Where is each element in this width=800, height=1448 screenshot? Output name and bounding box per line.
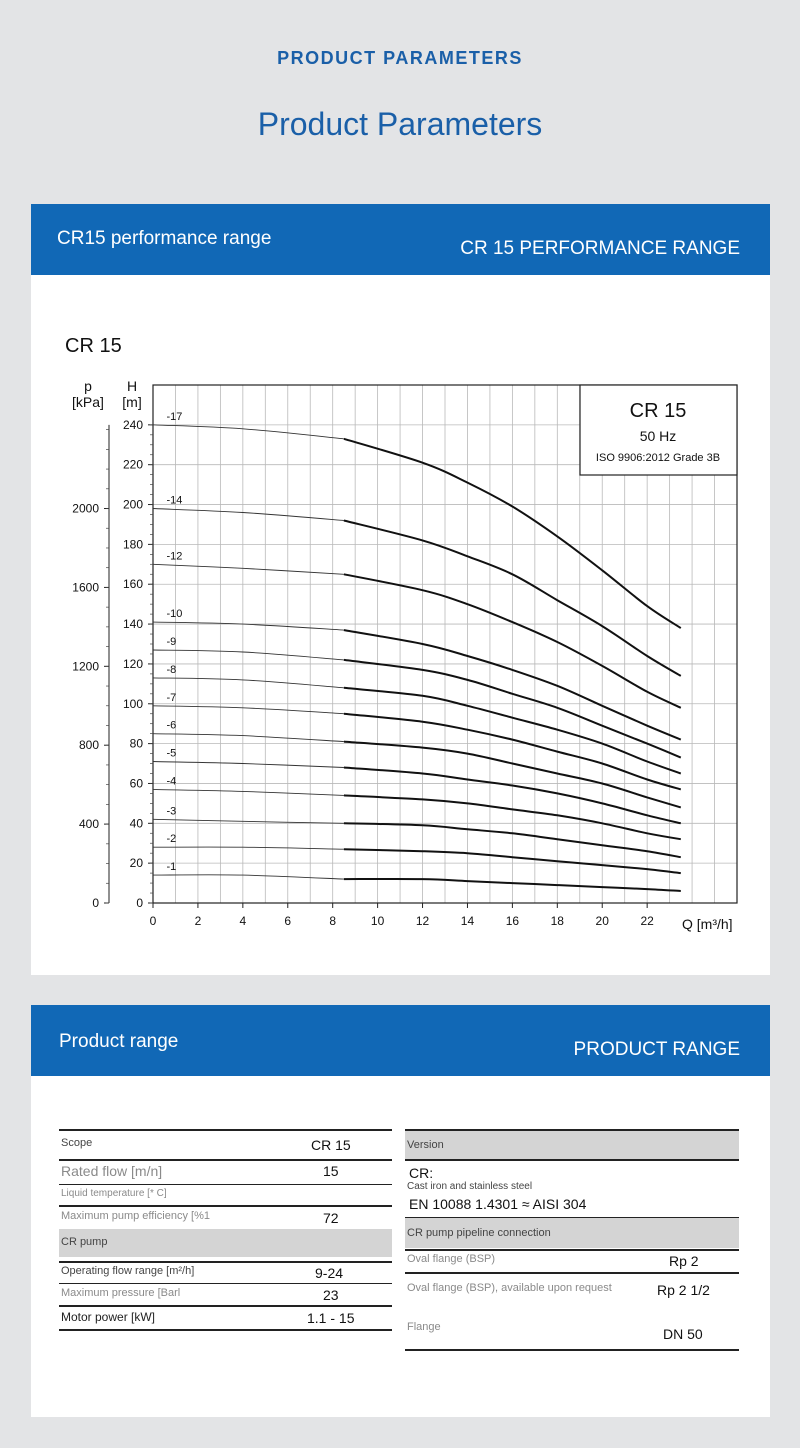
rated-flow-value: 15 xyxy=(323,1163,339,1179)
section-eyebrow: PRODUCT PARAMETERS xyxy=(277,48,523,68)
series-label: -17 xyxy=(166,410,183,423)
chart-legend-box xyxy=(580,385,737,475)
x-tick-label: 0 xyxy=(149,914,157,928)
x-tick-label: 12 xyxy=(415,914,430,928)
p-tick-label: 2000 xyxy=(72,501,99,516)
x-tick-label: 8 xyxy=(329,914,337,928)
motor-power-label: Motor power [kW] xyxy=(61,1310,156,1324)
page-header xyxy=(0,0,800,200)
max-efficiency-value: 72 xyxy=(323,1210,339,1226)
performance-band-subtitle: CR 15 PERFORMANCE RANGE xyxy=(460,238,740,259)
series-line-low-flow xyxy=(153,564,344,574)
series-label: -9 xyxy=(166,635,177,648)
version-label: Version xyxy=(407,1139,444,1151)
series-line-low-flow xyxy=(153,734,344,742)
series-label: -8 xyxy=(166,663,177,676)
series-line-low-flow xyxy=(153,425,344,439)
x-tick-label: 20 xyxy=(595,914,609,928)
scope-value: CR 15 xyxy=(311,1137,351,1153)
chart-title: CR 15 xyxy=(65,335,122,357)
p-tick-label: 1200 xyxy=(72,659,99,674)
product-range-panel xyxy=(31,1005,770,1417)
h-tick-label: 240 xyxy=(122,417,143,432)
performance-panel xyxy=(31,204,770,975)
oval-flange-label: Oval flange (BSP) xyxy=(407,1253,496,1265)
series-label: -3 xyxy=(166,805,177,818)
p-tick-label: 800 xyxy=(78,738,99,753)
performance-band-title: CR15 performance range xyxy=(57,228,272,249)
p-tick-label: 0 xyxy=(92,896,99,910)
legend-title: CR 15 xyxy=(629,400,687,422)
x-tick-label: 16 xyxy=(505,914,520,928)
x-tick-label: 10 xyxy=(370,914,385,928)
series-label: -5 xyxy=(166,747,177,760)
h-tick-label: 20 xyxy=(129,856,143,871)
chart-series xyxy=(153,411,681,891)
x-tick-label: 6 xyxy=(284,914,292,928)
h-tick-label: 0 xyxy=(136,896,143,910)
connection-label: CR pump pipeline connection xyxy=(407,1227,551,1239)
scope-label: Scope xyxy=(61,1137,93,1149)
series-line-low-flow xyxy=(153,706,344,714)
h-tick-label: 120 xyxy=(122,656,143,671)
right-spec-table xyxy=(405,1129,739,1349)
series-label: -14 xyxy=(166,494,183,507)
x-tick-label: 4 xyxy=(239,914,247,928)
legend-standard: ISO 9906:2012 Grade 3B xyxy=(595,452,721,464)
x-tick-label: 14 xyxy=(460,914,475,928)
series-line-low-flow xyxy=(153,678,344,688)
h-axis-unit: [m] xyxy=(122,394,142,410)
material-label: Cast iron and stainless steel xyxy=(407,1181,533,1192)
series-line-low-flow xyxy=(153,762,344,768)
max-efficiency-label: Maximum pump efficiency [%1 xyxy=(61,1210,210,1222)
h-tick-label: 220 xyxy=(122,457,143,472)
p-tick-label: 400 xyxy=(78,817,99,832)
x-tick-label: 22 xyxy=(640,914,654,928)
oval-flange-value: Rp 2 xyxy=(669,1253,699,1269)
flange-value: DN 50 xyxy=(663,1326,703,1342)
performance-chart xyxy=(31,204,770,975)
operating-flow-value: 9-24 xyxy=(315,1265,344,1281)
series-line-low-flow xyxy=(153,789,344,795)
series-line-low-flow xyxy=(153,875,344,879)
cr-pump-label: CR pump xyxy=(61,1236,108,1248)
product-range-band xyxy=(31,1005,770,1076)
material-value: EN 10088 1.4301 ≈ AISI 304 xyxy=(409,1196,587,1212)
left-spec-table xyxy=(59,1129,392,1329)
product-range-band-title: Product range xyxy=(59,1031,179,1052)
p-axis-unit: [kPa] xyxy=(72,394,104,410)
rated-flow-label: Rated flow [m/n] xyxy=(61,1163,163,1179)
series-label: -12 xyxy=(166,550,183,563)
page-title: Product Parameters xyxy=(257,106,543,142)
x-axis-label: Q [m³/h] xyxy=(682,916,733,932)
p-axis-label: p xyxy=(84,378,92,394)
h-axis-label: H xyxy=(126,378,138,394)
series-label: -4 xyxy=(166,775,177,788)
h-tick-label: 200 xyxy=(122,497,143,512)
h-tick-label: 40 xyxy=(129,816,143,831)
h-tick-label: 160 xyxy=(122,577,143,592)
max-pressure-value: 23 xyxy=(323,1287,339,1303)
series-label: -10 xyxy=(166,608,183,621)
operating-flow-label: Operating flow range [m²/h] xyxy=(61,1265,195,1277)
series-label: -1 xyxy=(166,861,177,874)
motor-power-value: 1.1 - 15 xyxy=(307,1310,355,1326)
max-pressure-label: Maximum pressure [Barl xyxy=(61,1287,181,1299)
series-line-low-flow xyxy=(153,819,344,823)
product-range-band-subtitle: PRODUCT RANGE xyxy=(573,1039,740,1060)
legend-frequency: 50 Hz xyxy=(639,428,677,444)
series-line-low-flow xyxy=(153,622,344,630)
flange-label: Flange xyxy=(407,1321,441,1333)
h-tick-label: 80 xyxy=(129,736,143,751)
oval-flange-request-value: Rp 2 1/2 xyxy=(657,1282,710,1298)
series-label: -6 xyxy=(166,719,177,732)
oval-flange-request-label: Oval flange (BSP), available upon request xyxy=(407,1282,612,1294)
cr-label: CR: xyxy=(409,1165,434,1181)
h-tick-label: 100 xyxy=(122,696,143,711)
series-line-low-flow xyxy=(153,650,344,660)
series-label: -7 xyxy=(166,691,177,704)
h-tick-label: 180 xyxy=(122,537,143,552)
p-tick-label: 1600 xyxy=(72,580,99,595)
h-tick-label: 60 xyxy=(129,776,143,791)
liquid-temp-label: Liquid temperature [* C] xyxy=(61,1188,167,1199)
h-tick-label: 140 xyxy=(122,617,143,632)
series-line-low-flow xyxy=(153,509,344,521)
x-tick-label: 2 xyxy=(194,914,202,928)
x-tick-label: 18 xyxy=(550,914,564,928)
series-label: -2 xyxy=(166,833,177,846)
series-line-low-flow xyxy=(153,847,344,849)
